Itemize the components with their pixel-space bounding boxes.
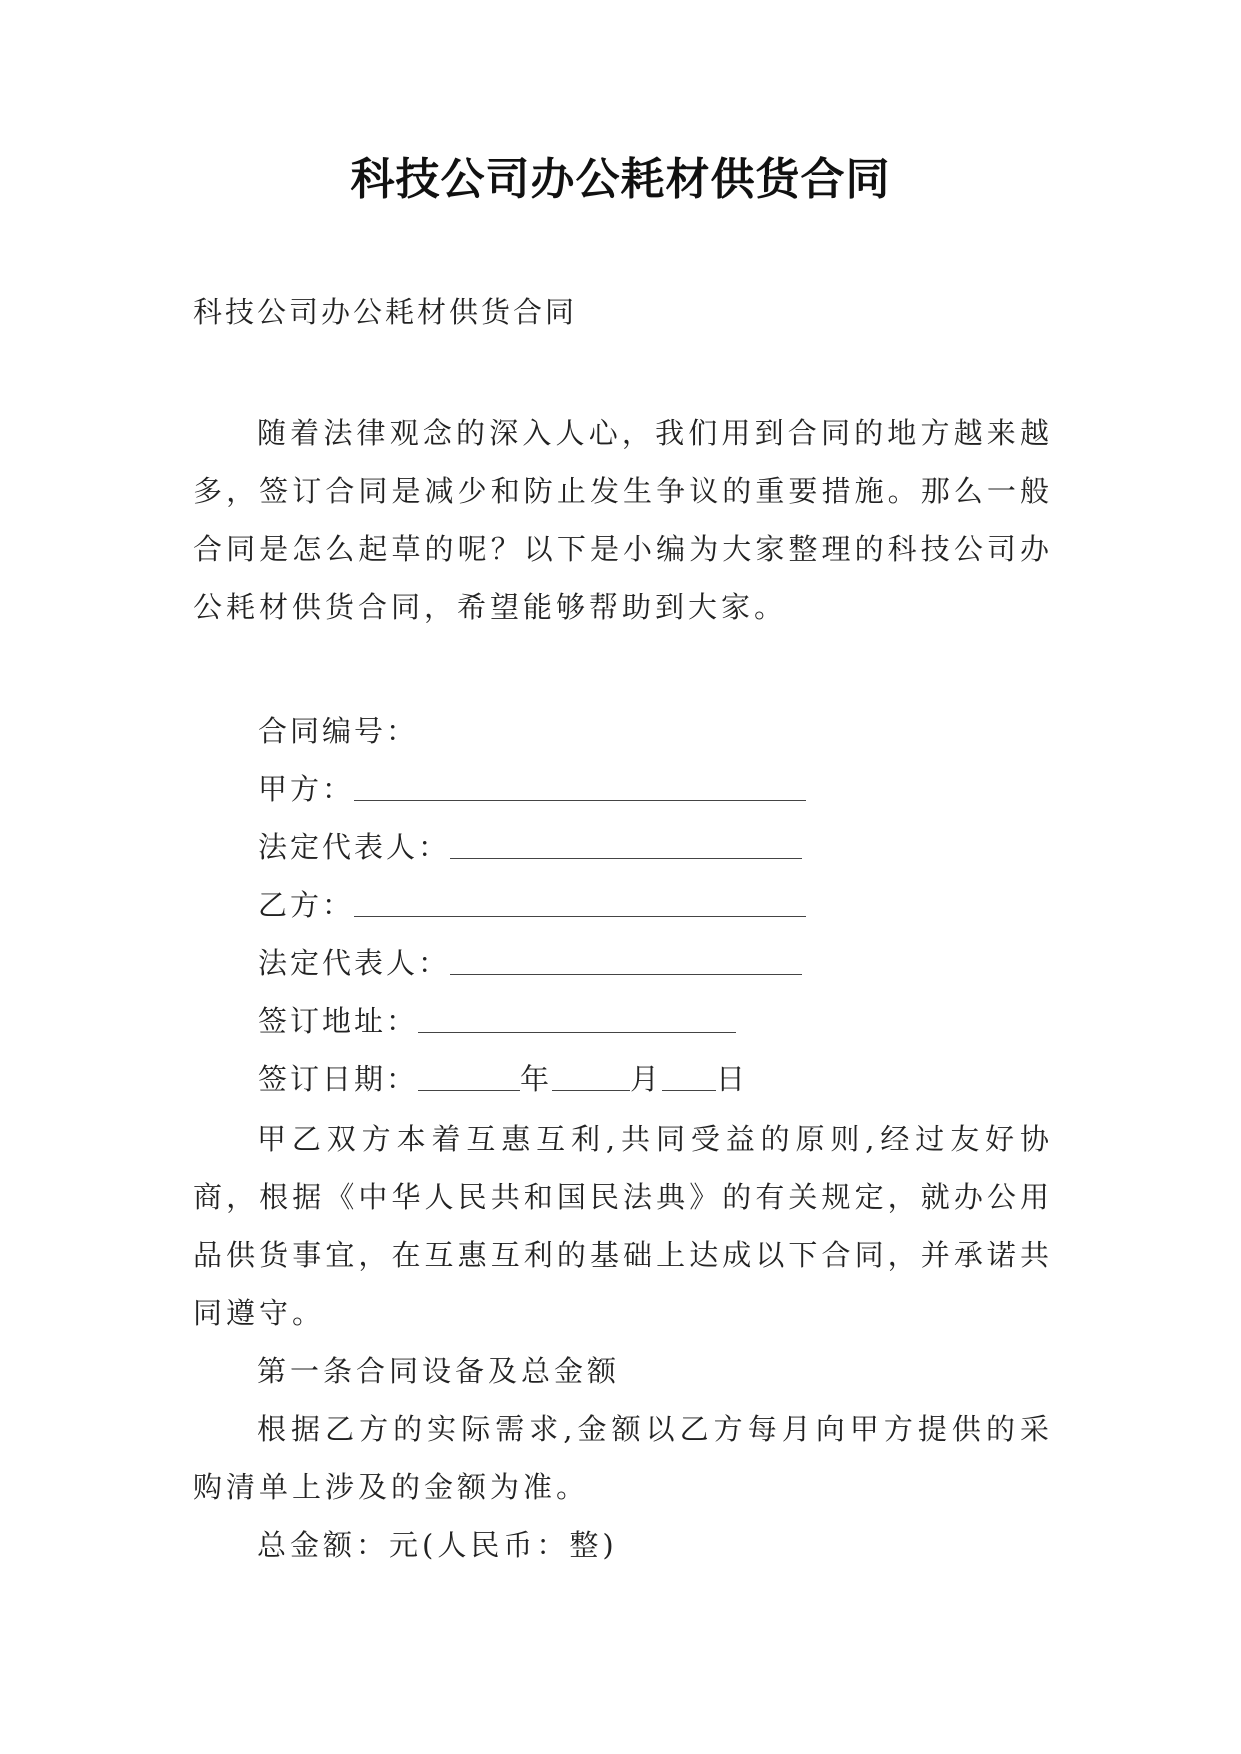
principle-paragraph: 甲乙双方本着互惠互利,共同受益的原则,经过友好协商，根据《中华人民共和国民法典》的有关规定，就办公用品供货事宜，在互惠互利的基础上达成以下合同，并承诺共同遵守。 <box>193 1122 1053 1330</box>
party-b-blank <box>354 884 806 917</box>
contract-fields <box>258 702 806 1108</box>
document-subtitle: 科技公司办公耗材供货合同 <box>193 295 578 329</box>
legal-rep-a-blank <box>450 826 802 859</box>
article-1-title: 第一条合同设备及总金额 <box>257 1354 621 1388</box>
legal-rep-b-line <box>258 934 806 992</box>
month-blank <box>552 1058 630 1091</box>
day-label: 日 <box>716 1062 749 1096</box>
party-b-label: 乙方： <box>258 888 355 922</box>
party-a-line <box>258 760 806 818</box>
total-amount-line: 总金额：元(人民币：整) <box>257 1528 618 1562</box>
party-b-line <box>258 876 806 934</box>
legal-rep-a-line <box>258 818 806 876</box>
sign-date-label: 签订日期： <box>258 1062 419 1096</box>
sign-place-label: 签订地址： <box>258 1004 419 1038</box>
contract-number-label: 合同编号： <box>258 714 419 748</box>
intro-paragraph: 随着法律观念的深入人心，我们用到合同的地方越来越多，签订合同是减少和防止发生争议的重要措施。那么一般合同是怎么起草的呢？以下是小编为大家整理的科技公司办公耗材供货合同，希望能够帮助到大家。 <box>193 416 1053 624</box>
legal-rep-b-blank <box>450 942 802 975</box>
sign-place-blank <box>418 1000 736 1033</box>
sign-date-line <box>258 1050 806 1108</box>
month-label: 月 <box>630 1062 663 1096</box>
year-blank <box>418 1058 520 1091</box>
day-blank <box>662 1058 716 1091</box>
article-1-body: 根据乙方的实际需求,金额以乙方每月向甲方提供的采购清单上涉及的金额为准。 <box>193 1412 1053 1504</box>
sign-place-line <box>258 992 806 1050</box>
party-a-blank <box>354 768 806 801</box>
year-label: 年 <box>520 1062 553 1096</box>
document-title: 科技公司办公耗材供货合同 <box>350 154 891 205</box>
contract-number-line <box>258 702 806 760</box>
legal-rep-a-label: 法定代表人： <box>258 830 451 864</box>
legal-rep-b-label: 法定代表人： <box>258 946 451 980</box>
party-a-label: 甲方： <box>258 772 355 806</box>
